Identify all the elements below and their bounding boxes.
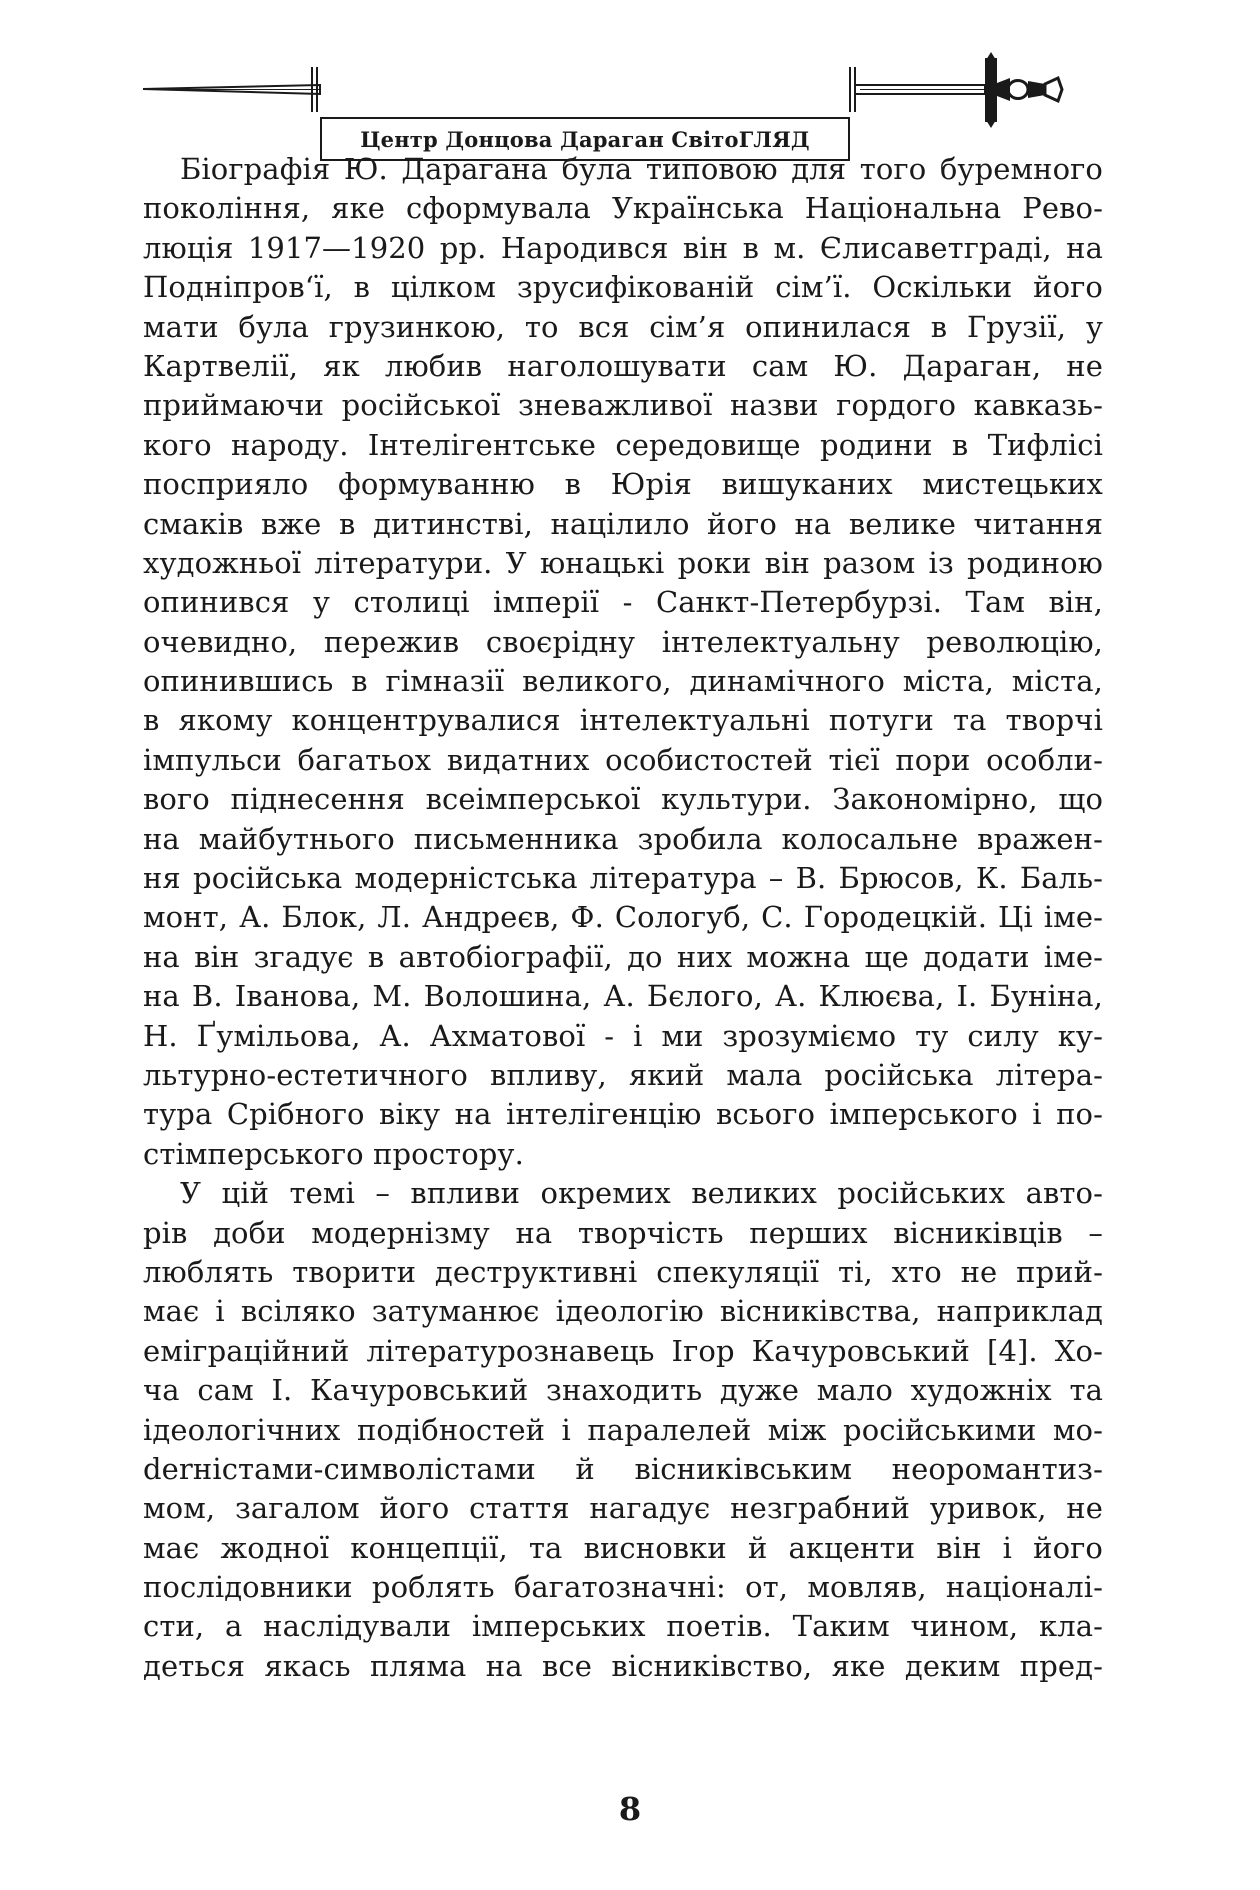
text-line: на майбутнього письменника зробила колосальне вражен- [143,821,1103,856]
text-line: Картвелії, як любив наголошувати сам Ю. Дараган, не [143,348,1103,383]
text-line: послідовники роблять багатозначні: от, мовляв, націоналі- [143,1570,1103,1605]
text-line: еміграційний літературознавець Ігор Качуровський [4]. Хо- [143,1333,1103,1368]
header-title: Центр Донцова Дараган СвітоГЛЯД [320,117,850,161]
text-line: монт, А. Блок, Л. Андреєв, Ф. Сологуб, С. Городецкій. Ці іме- [143,900,1103,935]
text-line: покоління, яке сформувала Українська Національна Рево- [143,191,1103,226]
text-line: мом, загалом його стаття нагадує незграбний уривок, не [143,1491,1103,1526]
text-line: мати була грузинкою, то вся сім’я опинилася в Грузії, у [143,309,1103,344]
text-line: художньої літератури. У юнацькі роки він разом із родиною [143,545,1103,580]
text-line: опинившись в гімназії великого, динамічного міста, міста, [143,664,1103,699]
body-text [143,150,1103,1686]
running-header [0,50,1260,152]
text-line: ня російська модерністська література – В. Брюсов, К. Баль- [143,861,1103,896]
text-line: Біографія Ю. Дарагана була типовою для того буремного [180,152,1103,186]
text-line: Н. Ґумільова, А. Ахматової - і ми зрозуміємо ту силу ку- [143,1018,1103,1053]
text-line: ідеологічних подібностей і паралелей між російськими мо- [143,1412,1103,1447]
text-line: опинився у столиці імперії - Санкт-Петербурзі. Там він, [143,585,1103,620]
text-line: деться якась пляма на все вісниківство, яке деким пред- [143,1648,1103,1683]
text-line: очевидно, пережив своєрідну інтелектуальну революцію, [143,624,1103,659]
text-line: на він згадує в автобіографії, до них можна ще додати іме- [143,939,1103,974]
page-number: 8 [618,1790,642,1828]
text-line: має жодної концепції, та висновки й акценти він і його [143,1530,1103,1565]
text-line: льтурно-естетичного впливу, який мала російська літера- [143,1057,1103,1092]
text-line: derністами-символістами й вісниківським неоромантиз- [143,1451,1103,1486]
text-line: люція 1917—1920 рр. Народився він в м. Єлисаветграді, на [143,230,1103,265]
text-line: в якому концентрувалися інтелектуальні потуги та творчі [143,703,1103,738]
text-line: У цій темі – впливи окремих великих російських авто- [180,1176,1103,1211]
text-line: рів доби модернізму на творчість перших вісниківців – [143,1215,1103,1250]
text-line: кого народу. Інтелігентське середовище родини в Тифлісі [143,427,1103,462]
text-line: ча сам І. Качуровський знаходить дуже мало художніх та [143,1373,1103,1408]
text-line: посприяло формуванню в Юрія вишуканих мистецьких [143,467,1103,502]
text-line: сти, а наслідували імперських поетів. Таким чином, кла- [143,1609,1103,1644]
text-line: вого піднесення всеімперської культури. Закономірно, що [143,782,1103,817]
text-line: люблять творити деструктивні спекуляції ті, хто не прий- [143,1254,1103,1289]
text-line: Подніпров‘ї, в цілком зрусифікованій сім’ї. Оскільки його [143,270,1103,305]
text-line: смаків вже в дитинстві, націлило його на велике читання [143,506,1103,541]
text-line: на В. Іванова, М. Волошина, А. Бєлого, А. Клюєва, І. Буніна, [143,979,1103,1014]
text-line: приймаючи російської зневажливої назви гордого кавказь- [143,388,1103,423]
text-line: імпульси багатьох видатних особистостей тієї пори особли- [143,742,1103,777]
text-line: стімперського простору. [143,1136,524,1171]
text-line: має і всіляко затуманює ідеологію вісниківства, наприклад [143,1294,1103,1329]
text-line: тура Срібного віку на інтелігенцію всього імперського і по- [143,1097,1103,1132]
